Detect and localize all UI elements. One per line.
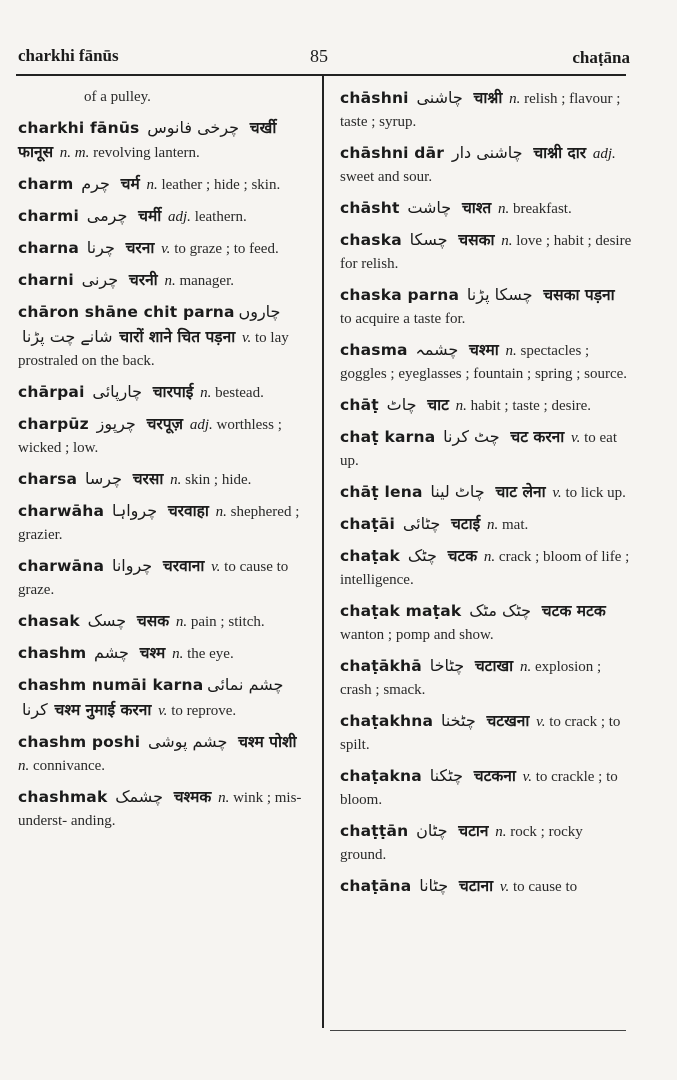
definition: to lick up. [565, 485, 626, 501]
dictionary-entry [340, 654, 632, 702]
headword: chārpai [18, 383, 85, 401]
headword: chashmak [18, 788, 108, 806]
urdu-term: چروانا [111, 556, 153, 575]
definition: to eat up. [340, 430, 617, 469]
part-of-speech: v. [536, 714, 546, 730]
dictionary-entry [18, 641, 308, 666]
urdu-term: چشمک [115, 787, 163, 806]
hindi-term: चट करना [510, 428, 565, 446]
dictionary-entry [18, 467, 308, 492]
dictionary-entry [340, 480, 632, 505]
headword: chaṭakna [340, 767, 422, 785]
part-of-speech: v. [158, 703, 168, 719]
definition: connivance. [33, 758, 106, 774]
urdu-term: چرنی [81, 270, 119, 289]
dictionary-entry [340, 764, 632, 812]
hindi-term: चरना [125, 239, 155, 257]
header-last-entry: chaṭāna [572, 48, 630, 67]
dictionary-entry [340, 228, 632, 276]
headword: chaṭṭān [340, 822, 409, 840]
dictionary-entry [340, 512, 632, 537]
part-of-speech: n. [505, 343, 517, 359]
hindi-term: चरवाहा [167, 502, 209, 520]
dictionary-entry [18, 300, 308, 373]
headword: charm [18, 175, 74, 193]
part-of-speech: adj. [168, 209, 191, 225]
definition: leathern. [194, 209, 247, 225]
hindi-term: चरवाना [162, 557, 205, 575]
dictionary-entry [18, 785, 308, 833]
part-of-speech: v. [499, 879, 510, 895]
hindi-term: चाश्नी दार [533, 144, 587, 162]
dictionary-entry [18, 236, 308, 261]
dictionary-entry [18, 204, 308, 229]
footer-rule [330, 1030, 626, 1031]
headword: chashm numāi karna [18, 676, 204, 694]
part-of-speech: n. [170, 472, 182, 488]
hindi-term: चाश्नी [473, 89, 503, 107]
hindi-term: चर्खी फानूस [18, 119, 277, 161]
urdu-term: چٹاخا [429, 656, 465, 675]
part-of-speech: n. [18, 758, 30, 774]
headword: charwāna [18, 557, 105, 575]
urdu-term: چٹخنا [440, 711, 476, 730]
hindi-term: चाश्त [461, 199, 492, 217]
hindi-term: चटाखा [474, 657, 514, 675]
part-of-speech: n. [146, 177, 158, 193]
hindi-term: चटक मटक [541, 602, 606, 620]
definition: revolving lantern. [93, 145, 200, 161]
headword: chāṭ [340, 396, 379, 414]
dictionary-entry [340, 819, 632, 867]
urdu-term: چٹانا [419, 876, 449, 895]
urdu-term: چشم [94, 643, 129, 662]
hindi-term: चटाई [450, 515, 481, 533]
part-of-speech: n. [483, 549, 496, 565]
header-rule [16, 74, 626, 76]
hindi-term: चारों शाने चित पड़ना [119, 328, 236, 346]
hindi-term: चटकना [473, 767, 516, 785]
hindi-term: चरनी [128, 271, 158, 289]
definition: to crack ; to spilt. [340, 714, 621, 753]
headword: chasak [18, 612, 80, 630]
urdu-term: چاشنی دار [451, 143, 523, 162]
definition: to reprove. [171, 703, 237, 719]
definition: leather ; hide ; skin. [161, 177, 281, 193]
headword: chaska [340, 231, 402, 249]
hindi-term: चर्मी [138, 207, 162, 225]
hindi-term: चसका [458, 231, 495, 249]
header-first-entry: charkhi fānūs [18, 46, 119, 65]
definition: to cause to [512, 879, 578, 895]
headword: charsa [18, 470, 78, 488]
dictionary-entry [340, 86, 632, 134]
definition: pain ; stitch. [190, 614, 265, 630]
definition: wanton ; pomp and show. [340, 627, 494, 643]
hindi-term: चर्म [120, 175, 140, 193]
part-of-speech: n. m. [59, 145, 90, 161]
dictionary-entry [18, 412, 308, 460]
definition: wink ; mis-underst- anding. [18, 790, 302, 829]
urdu-term: چرخی فانوس [147, 118, 240, 137]
headword: chaṭakhna [340, 712, 434, 730]
definition: explosion ; crash ; smack. [340, 659, 602, 698]
definition: rock ; rocky ground. [340, 824, 583, 863]
part-of-speech: v. [211, 559, 221, 575]
dictionary-entry [18, 499, 308, 547]
urdu-term: چرنا [86, 238, 115, 257]
page-number: 85 [310, 46, 328, 66]
headword: chāsht [340, 199, 400, 217]
part-of-speech: adj. [592, 146, 616, 162]
definition: breakfast. [512, 201, 572, 217]
right-column [340, 86, 632, 906]
headword: chaṭākhā [340, 657, 422, 675]
headword: charkhi fānūs [18, 119, 140, 137]
dictionary-entry [18, 116, 308, 165]
urdu-term: چاشت [407, 198, 452, 217]
dictionary-entry [340, 393, 632, 418]
definition: to graze ; to feed. [174, 241, 279, 257]
urdu-term: چسک [87, 611, 127, 630]
hindi-term: चश्मक [173, 788, 212, 806]
part-of-speech: n. [164, 273, 176, 289]
headword: chāṭ lena [340, 483, 423, 501]
headword: chaṭāna [340, 877, 412, 895]
dictionary-entry [340, 196, 632, 221]
urdu-term: چشم نمائی کرنا [22, 675, 284, 719]
definition: love ; habit ; desire for relish. [340, 233, 632, 272]
dictionary-entry [18, 172, 308, 197]
definition: sweet and sour. [340, 169, 433, 185]
urdu-term: چارپائی [92, 382, 142, 401]
definition: the eye. [187, 646, 234, 662]
hindi-term: चटक [447, 547, 478, 565]
definition: relish ; flavour ; taste ; syrup. [340, 91, 621, 130]
urdu-term: چرم [81, 174, 110, 193]
headword: charni [18, 271, 74, 289]
urdu-term: چرپوز [96, 414, 136, 433]
definition: to acquire a taste for. [340, 311, 466, 327]
urdu-term: چاٹ [386, 395, 417, 414]
part-of-speech: v. [161, 241, 171, 257]
definition: skin ; hide. [185, 472, 252, 488]
dictionary-entry [18, 380, 308, 405]
part-of-speech: n. [519, 659, 532, 675]
definition: to cause to graze. [18, 559, 289, 598]
hindi-term: चसक [136, 612, 170, 630]
part-of-speech: n. [200, 385, 212, 401]
urdu-term: چٹان [416, 821, 448, 840]
definition: habit ; taste ; desire. [470, 398, 592, 414]
headword: chaṭak maṭak [340, 602, 462, 620]
definition: crack ; bloom of life ; intelligence. [340, 549, 630, 588]
urdu-term: چرسا [84, 469, 122, 488]
dictionary-entry [18, 554, 308, 602]
part-of-speech: v. [241, 330, 252, 346]
hindi-term: चाट [427, 396, 449, 414]
headword: chāron shāne chit parna [18, 303, 235, 321]
definition: of a pulley. [84, 89, 151, 105]
urdu-term: چاٹ لینا [430, 482, 485, 501]
definition: manager. [179, 273, 235, 289]
hindi-term: चसका पड़ना [543, 286, 615, 304]
headword: charmi [18, 207, 79, 225]
dictionary-entry [18, 268, 308, 293]
part-of-speech: v. [552, 485, 562, 501]
part-of-speech: n. [175, 614, 188, 630]
urdu-term: چشمہ [415, 340, 459, 359]
urdu-term: چاشنی [416, 88, 463, 107]
urdu-term: چٹک مٹک [469, 601, 532, 620]
headword: chashm poshi [18, 733, 141, 751]
part-of-speech: v. [571, 430, 581, 446]
headword: chasma [340, 341, 408, 359]
definition: mat. [502, 517, 529, 533]
definition: to crackle ; to bloom. [340, 769, 618, 808]
headword: charna [18, 239, 80, 257]
hindi-term: चटखना [486, 712, 530, 730]
definition: spectacles ; goggles ; eyeglasses ; fountain ; spring ; source. [340, 343, 628, 382]
hindi-term: चश्म [139, 644, 166, 662]
part-of-speech: v. [522, 769, 532, 785]
definition: to lay prostraled on the back. [18, 330, 289, 369]
headword: charwāha [18, 502, 105, 520]
urdu-term: چاروں شانے چت پڑنا [22, 302, 281, 346]
hindi-term: चश्मा [469, 341, 499, 359]
left-column [18, 86, 308, 840]
hindi-term: चश्म पोशी [238, 733, 297, 751]
urdu-term: چرمی [86, 206, 128, 225]
part-of-speech: adj. [189, 417, 213, 433]
part-of-speech: n. [497, 201, 510, 217]
dictionary-entry [340, 599, 632, 647]
dictionary-entry [18, 673, 308, 723]
hindi-term: चारपाई [152, 383, 194, 401]
urdu-term: چسکا [409, 230, 448, 249]
hindi-term: चटाना [458, 877, 494, 895]
urdu-term: چٹ کرنا [443, 427, 500, 446]
hindi-term: चाट लेना [495, 483, 546, 501]
dictionary-entry [340, 874, 632, 899]
headword: chaṭ karna [340, 428, 436, 446]
dictionary-entry [340, 338, 632, 386]
headword: chashm [18, 644, 87, 662]
urdu-term: چٹکنا [429, 766, 463, 785]
definition: bestead. [215, 385, 264, 401]
part-of-speech: n. [455, 398, 467, 414]
hindi-term: चरसा [132, 470, 164, 488]
urdu-term: چرواہا [111, 501, 158, 520]
dictionary-entry [340, 425, 632, 473]
dictionary-entry [340, 283, 632, 331]
headword: chaṭāi [340, 515, 396, 533]
headword: charpūz [18, 415, 89, 433]
headword: chaṭak [340, 547, 401, 565]
dictionary-entry [18, 730, 308, 778]
column-divider [322, 76, 324, 1028]
hindi-term: चटान [458, 822, 489, 840]
dictionary-entry [340, 141, 632, 189]
dictionary-entry [18, 609, 308, 634]
part-of-speech: n. [509, 91, 521, 107]
hindi-term: चरपूज़ [146, 415, 184, 433]
part-of-speech: n. [215, 504, 227, 520]
headword: chāshni dār [340, 144, 445, 162]
part-of-speech: n. [218, 790, 230, 806]
dictionary-entry [18, 86, 308, 109]
headword: chaska parna [340, 286, 460, 304]
urdu-term: چٹائی [402, 514, 441, 533]
dictionary-entry [340, 709, 632, 757]
part-of-speech: n. [172, 646, 184, 662]
urdu-term: چسکا پڑنا [466, 285, 533, 304]
dictionary-entry [340, 544, 632, 592]
urdu-term: چٹک [407, 546, 437, 565]
definition: worthless ; wicked ; low. [18, 417, 282, 456]
part-of-speech: n. [495, 824, 507, 840]
definition: shephered ; grazier. [18, 504, 300, 543]
urdu-term: چشم پوشی [147, 732, 228, 751]
part-of-speech: n. [487, 517, 499, 533]
part-of-speech: n. [501, 233, 513, 249]
hindi-term: चश्म नुमाई करना [54, 701, 152, 719]
headword: chāshni [340, 89, 409, 107]
